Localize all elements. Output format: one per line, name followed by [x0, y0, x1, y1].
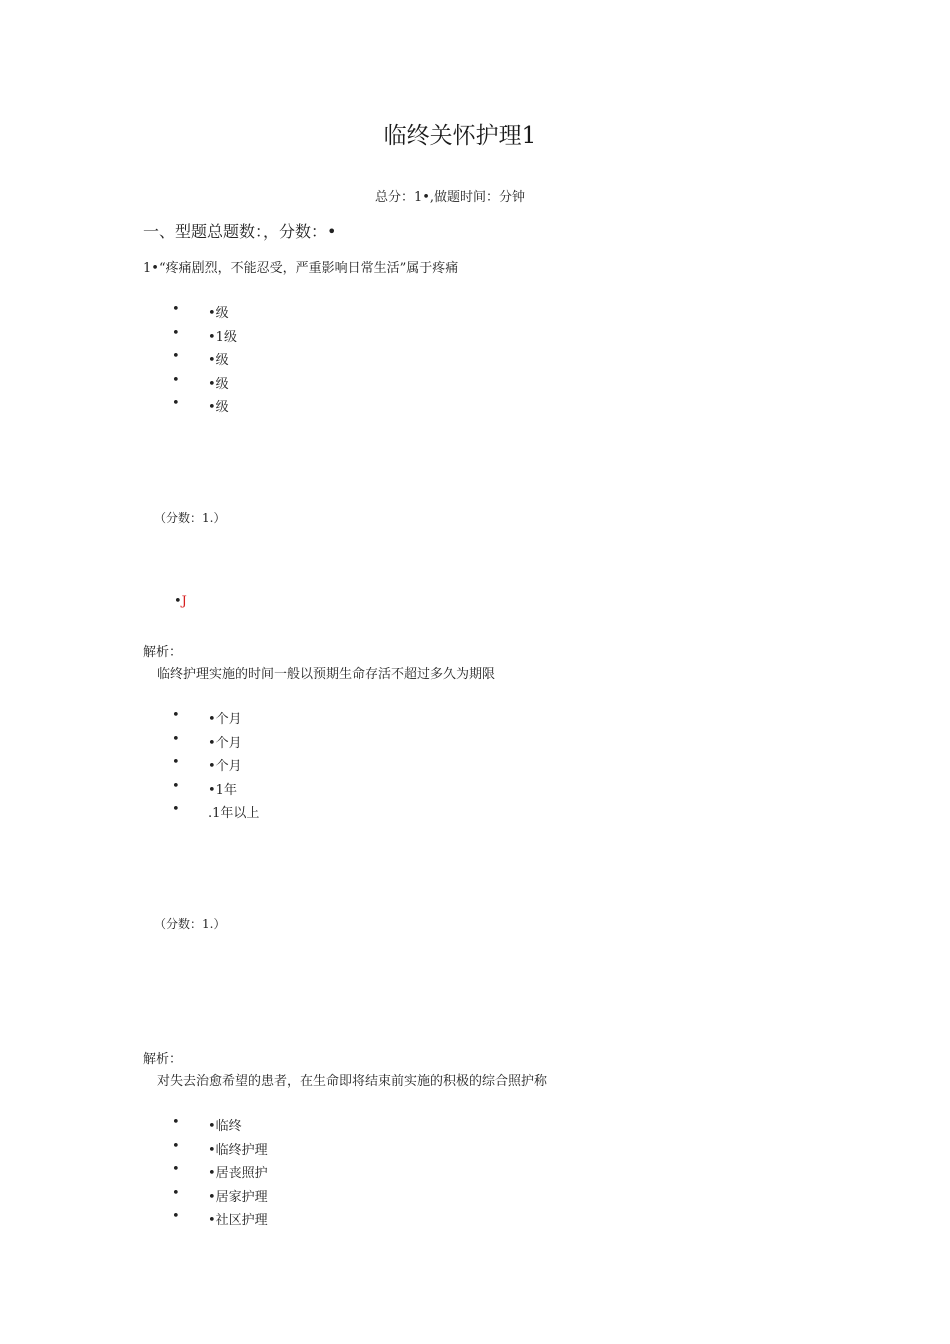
question-1-score: （分数：1.） — [154, 511, 226, 525]
exam-meta: 总分：1•,做题时间：分钟 — [374, 190, 526, 205]
option-label: •居丧照护 — [208, 1166, 268, 1181]
option-label: •1级 — [208, 330, 237, 345]
question-1-answer — [174, 594, 187, 609]
option-label: •临终 — [208, 1119, 242, 1134]
bullet-icon: • — [172, 302, 180, 317]
option-item[interactable] — [172, 349, 292, 369]
option-item[interactable] — [172, 708, 312, 728]
bullet-icon: • — [172, 755, 180, 770]
bullet-icon: • — [172, 1162, 180, 1177]
option-label: •社区护理 — [208, 1213, 268, 1228]
option-label: •级 — [208, 306, 229, 321]
bullet-icon: • — [172, 349, 180, 364]
bullet-icon: • — [172, 779, 180, 794]
question-2-analysis-label: 解析： — [143, 1052, 183, 1067]
bullet-icon: • — [172, 802, 180, 817]
option-label: •个月 — [208, 759, 242, 774]
option-label: •级 — [208, 377, 229, 392]
answer-prefix: • — [174, 594, 182, 609]
option-label: •个月 — [208, 712, 242, 727]
option-label: •临终护理 — [208, 1143, 268, 1158]
option-item[interactable] — [172, 755, 312, 775]
bullet-icon: • — [172, 1139, 180, 1154]
bullet-icon: • — [172, 1186, 180, 1201]
page-title: 临终关怀护理1 — [383, 123, 537, 149]
option-label: •居家护理 — [208, 1190, 268, 1205]
option-item[interactable] — [172, 779, 312, 799]
option-label: •级 — [208, 400, 229, 415]
option-label: •个月 — [208, 736, 242, 751]
answer-mark: J — [181, 594, 187, 609]
option-item[interactable] — [172, 802, 312, 822]
option-label: .1年以上 — [208, 806, 260, 821]
option-item[interactable] — [172, 1209, 332, 1229]
question-3-text: 对失去治愈希望的患者，在生命即将结束前实施的积极的综合照护称 — [157, 1074, 548, 1089]
bullet-icon: • — [172, 1115, 180, 1130]
bullet-icon: • — [172, 373, 180, 388]
option-item[interactable] — [172, 732, 312, 752]
bullet-icon: • — [172, 1209, 180, 1224]
option-item[interactable] — [172, 373, 292, 393]
question-1-analysis-label: 解析： — [143, 645, 183, 660]
option-label: •1年 — [208, 783, 237, 798]
question-1-text: 1•“疼痛剧烈，不能忍受，严重影响日常生活”属于疼痛 — [143, 261, 459, 276]
option-item[interactable] — [172, 396, 292, 416]
option-item[interactable] — [172, 326, 292, 346]
bullet-icon: • — [172, 708, 180, 723]
bullet-icon: • — [172, 732, 180, 747]
question-2-text: 临终护理实施的时间一般以预期生命存活不超过多久为期限 — [157, 667, 496, 682]
option-label: •级 — [208, 353, 229, 368]
option-item[interactable] — [172, 1186, 332, 1206]
bullet-icon: • — [172, 396, 180, 411]
option-item[interactable] — [172, 302, 292, 322]
bullet-icon: • — [172, 326, 180, 341]
option-item[interactable] — [172, 1162, 332, 1182]
option-item[interactable] — [172, 1139, 332, 1159]
question-2-score: （分数：1.） — [154, 917, 226, 931]
section-heading: 一、型题总题数：，分数：• — [143, 222, 337, 241]
option-item[interactable] — [172, 1115, 332, 1135]
